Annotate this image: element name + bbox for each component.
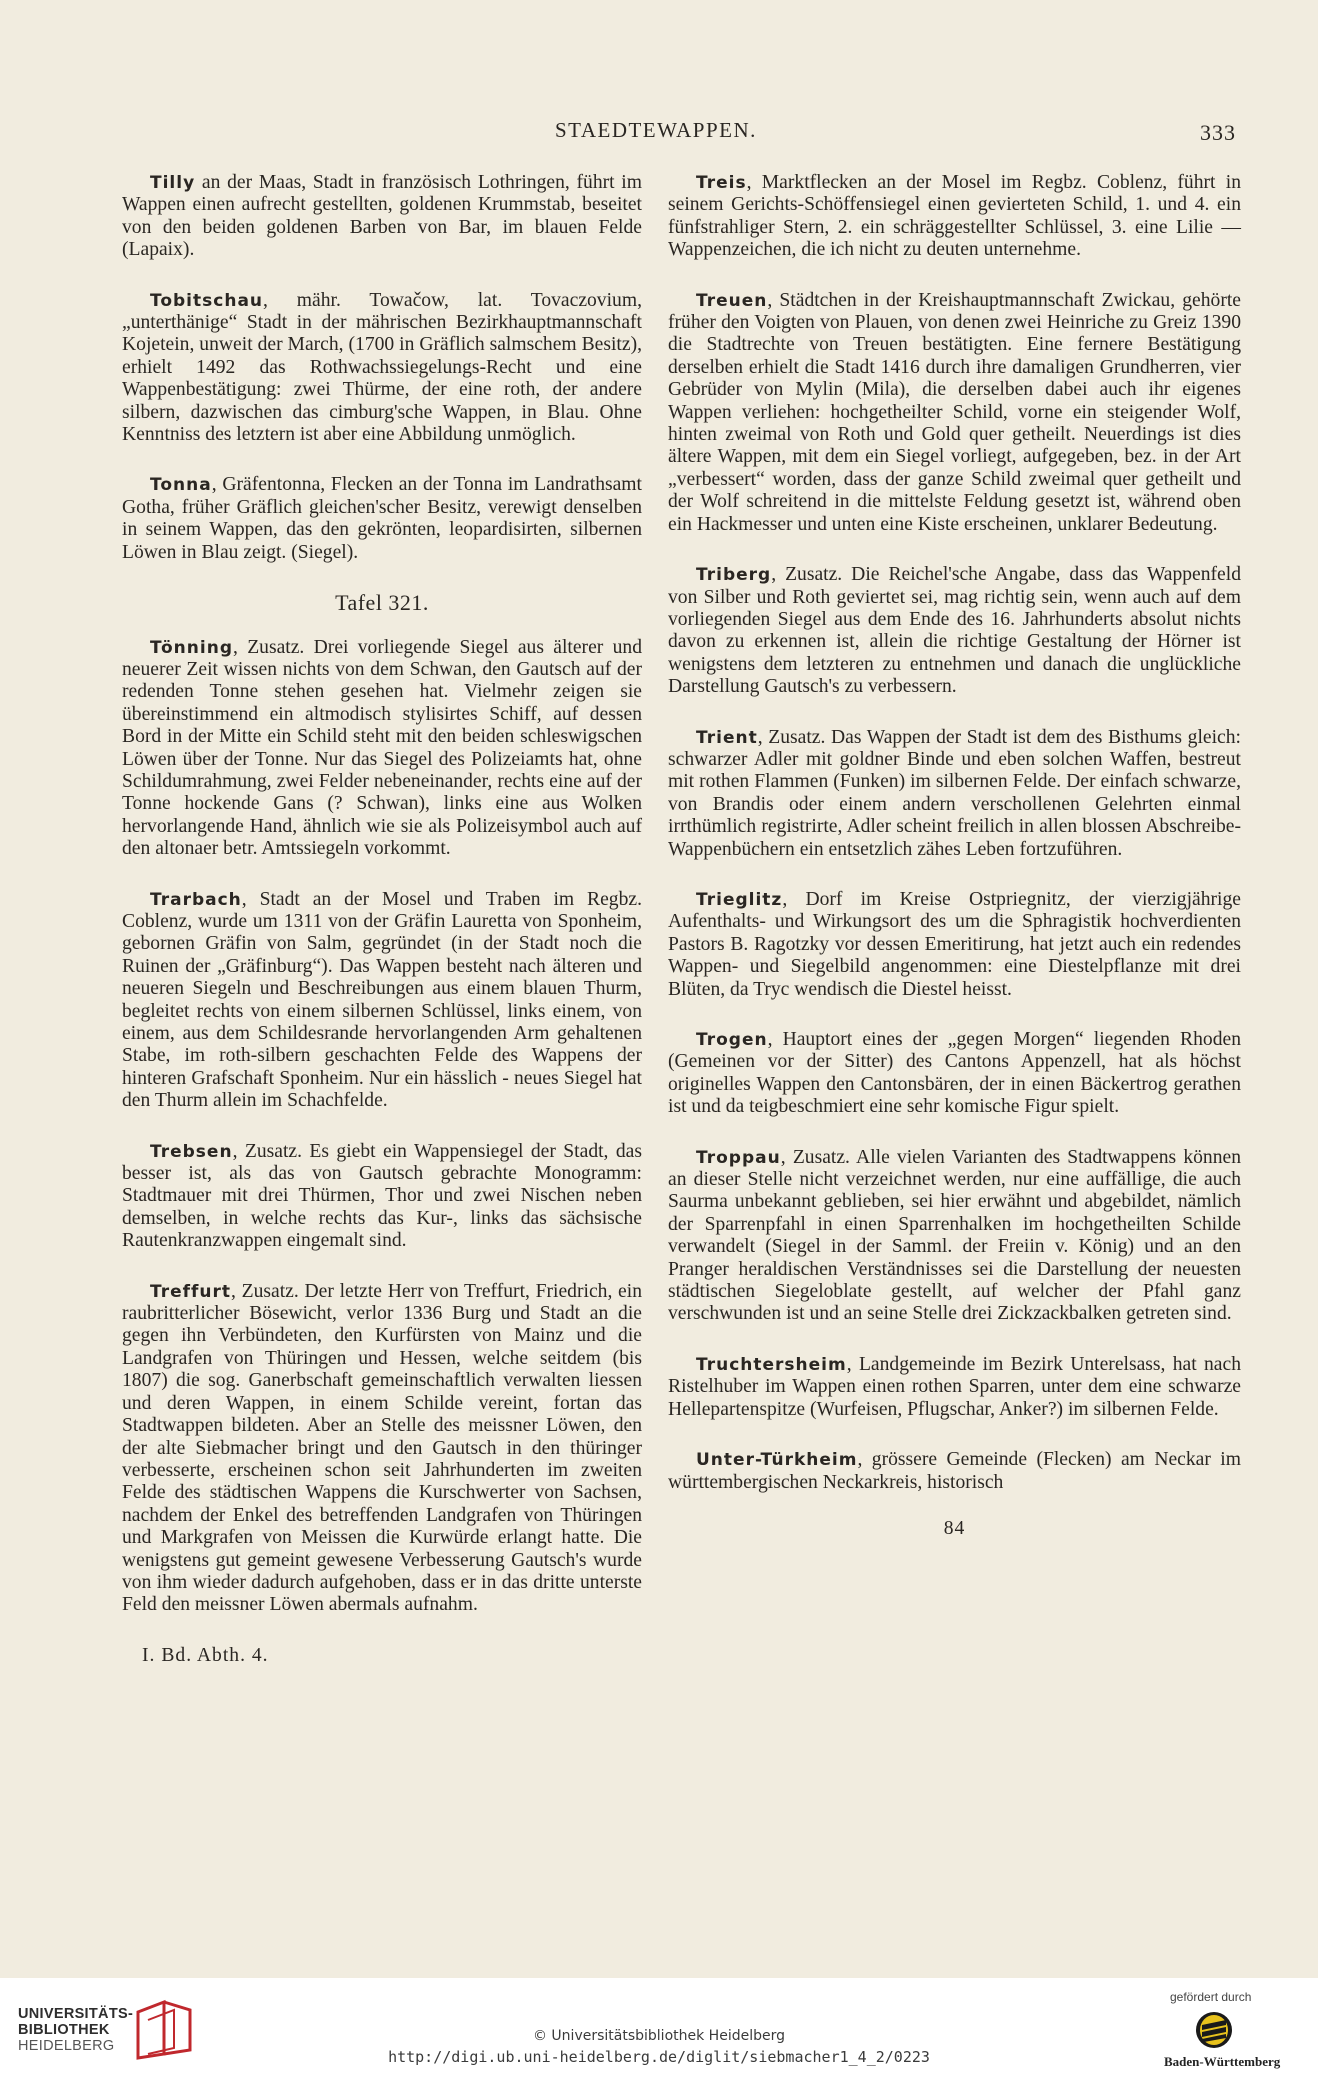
entry-headword: Treffurt — [150, 1281, 232, 1302]
entry-text: , Zusatz. Drei vorliegende Siegel aus älterer und neuerer Zeit wissen nichts von dem Schwan, den Gautsch auf der redenden Tonne stehen gesehen hat. Vielmehr zeigen sie übereinstimmend ein altmodisch stylisirtes Schiff, auf dessen Bord in der Mitte ein Schild steht mit den beiden schleswigschen Löwen über der Tonne. Nur das Siegel des Polizeiamts hat, ohne Schildumrahmung, zwei Felder nebeneinander, rechts eine auf der Tonne hockende Gans (? Schwan), links eine aus Wolken hervorlangende Hand, ähnlich wie sie als Polizeisymbol auch auf den altonaer betr. Amtssiegeln vorkommt. — [122, 636, 642, 860]
article-entry — [668, 1147, 1241, 1326]
article-entry — [668, 889, 1241, 1001]
running-title: STAEDTEWAPPEN. — [555, 118, 757, 142]
article-entry — [668, 290, 1241, 536]
entry-headword: Tönning — [150, 637, 233, 658]
article-entry — [122, 474, 642, 564]
entry-text: , Zusatz. Das Wappen der Stadt ist dem des Bisthums gleich: schwarzer Adler mit goldner Binde und eben solchen Waffen, bestreut mit rothen Flammen (Funken) im silbernen Felde. Der einfach schwarze, von Brandis oder einem andern verschollenen Gelehrten einmal irrthümlich registrirte, Adler scheint freilich in allen blossen Abschreibe-Wappenbüchern ein entsetzlich zähes Leben fortzuführen. — [668, 726, 1241, 860]
page-number: 333 — [1200, 120, 1236, 145]
article-entry — [668, 564, 1241, 698]
signature-mark: I. Bd. Abth. 4. — [142, 1644, 269, 1666]
funded-by-label: gefördert durch — [1170, 1990, 1252, 2004]
sheet-number: 84 — [943, 1517, 966, 1539]
entry-text: , mähr. Towačow, lat. Tovaczovium, „unterthänige“ Stadt in der mährischen Bezirkhauptmannschaft Kojetein, unweit der March, (1700 in Gräflich salmschem Besitz), erhielt 1492 das Rothwachssiegelungs-Recht und eine Wappenbestätigung: zwei Thürme, der eine roth, der andere silbern, dazwischen das cimburg'sche Wappen, in Blau. Ohne Kenntniss des letztern ist aber eine Abbildung unmöglich. — [122, 289, 642, 446]
entry-headword: Trieglitz — [696, 889, 783, 910]
library-name-line1: UNIVERSITÄTS- — [18, 2006, 134, 2022]
entry-headword: Trogen — [696, 1030, 768, 1050]
article-entry — [668, 1354, 1241, 1421]
library-name-line3: HEIDELBERG — [18, 2038, 115, 2054]
article-entry — [122, 637, 642, 861]
entry-text: , Gräfentonna, Flecken an der Tonna im Landrathsamt Gotha, früher Gräflich gleichen'scher Besitz, verewigt denselben in seinem Wappen, das den gekrönten, leopardisirten, silbernen Löwen in Blau zeigt. (Siegel). — [122, 474, 642, 563]
entry-text: , Stadt an der Mosel und Traben im Regbz. Coblenz, wurde um 1311 von der Gräfin Lauretta von Sponheim, gebornen Gräfin von Salm, gegründet (in der Stadt noch die Ruinen der „Gräfinburg“). Das Wappen besteht nach älteren und neueren Siegeln und Beschreibungen aus einem blauen Thurm, begleitet rechts von einem silbernen Schlüssel, links einem, von einem, aus dem Schildesrande hervorlangenden Arm gehaltenen Stabe, im roth-silbern geschachten Felde des Wappens der hinteren Grafschaft Sponheim. Nur ein hässlich - neues Siegel hat den Thurm allein im Schachfelde. — [122, 888, 642, 1112]
entry-headword: Truchtersheim — [696, 1354, 847, 1375]
entry-text: , Landgemeinde im Bezirk Unterelsass, hat nach Ristelhuber im Wappen einen rothen Sparren, unter dem eine schwarze Hellepartenspitze (Wurfeisen, Pflugschar, Anker?) im silbernen Felde. — [668, 1353, 1241, 1420]
entry-text: , Städtchen in der Kreishauptmannschaft Zwickau, gehörte früher den Voigten von Plauen, von denen zwei Heinriche zu Greiz 1390 die Stadtrechte von Treuen bestätigten. Eine fernere Bestätigung derselben erhielt die Stadt 1416 durch ihre damaligen Grundherren, vier Gebrüder von Mylin (Mila), die derselben dabei auch ihr eigenes Wappen verliehen: hochgetheilter Schild, vorne ein steigender Wolf, hinten zweimal von Roth und Gold quer getheilt. Neuerdings ist dies ältere Wappen, mit dem ein Siegel vorliegt, aufgegeben, bez. in der Art „verbessert“ worden, dass der ganze Schild zweimal quer getheilt und der Wolf schreitend in die mittelste Feldung gesetzt ist, während oben ein Hackmesser und unten eine Kiste erscheinen, unklarer Bedeutung. — [668, 289, 1241, 535]
running-head — [0, 118, 1318, 148]
crest-icon — [1194, 2010, 1234, 2050]
left-column — [122, 172, 642, 1667]
right-column — [668, 172, 1241, 1540]
entry-headword: Trarbach — [150, 889, 242, 910]
article-entry — [668, 1029, 1241, 1119]
article-entry — [668, 1449, 1241, 1494]
funder-logo[interactable] — [1160, 1990, 1300, 2072]
entry-headword: Trebsen — [150, 1141, 233, 1162]
article-entry — [122, 1281, 642, 1617]
library-name-line2: BIBLIOTHEK — [18, 2022, 110, 2038]
entry-text: , Zusatz. Alle vielen Varianten des Stadtwappens können an dieser Stelle nicht verzeichnet werden, nur eine auffällige, die auch Saurma unbekannt geblieben, sei hier erwähnt und abgebildet, nämlich der Sparrenpfahl in einen Sparrenhalken im hochgetheilten Schilde verwandelt (Siegel in der Samml. der Freiin v. König) und an den Pranger heraldischen Verständnisses sei die Darstellung der neuesten städtischen Siegeloblate gestellt, auf welcher der Pfahl ganz verschwunden ist und an seine Stelle drei Zickzackbalken getreten sind. — [668, 1146, 1241, 1325]
funder-name: Baden-Württemberg — [1164, 2054, 1281, 2069]
entry-text: , Zusatz. Die Reichel'sche Angabe, dass das Wappenfeld von Silber und Roth geviertet sei, mag richtig sein, wenn auch auf dem vorliegenden Siegel aus dem Ende des 16. Jahrhunderts absolut nichts davon zu erkennen ist, allein die richtige Gestaltung der Hörner ist wenigstens dem letzteren zu entnehmen und danach die unglückliche Darstellung Gautsch's zu verbessern. — [668, 564, 1241, 698]
section-heading: Tafel 321. — [335, 590, 429, 616]
entry-headword: Trient — [696, 727, 758, 748]
entry-text: an der Maas, Stadt in französisch Lothringen, führt im Wappen einen aufrecht gestellten, goldenen Krummstab, beseitet von den beiden goldenen Barben von Bar, im blauen Felde (Lapaix). — [122, 172, 642, 261]
entry-headword: Tonna — [150, 475, 212, 496]
entry-text: , Zusatz. Der letzte Herr von Treffurt, Friedrich, ein raubritterlicher Bösewicht, verlor 1336 Burg und Stadt an die gegen ihn Verbündeten, den Kurfürsten von Mainz und die Landgrafen von Thüringen und Hessen, welche seitdem (bis 1807) die sog. Ganerbschaft gemeinschaftlich verwalten liessen und deren Wappen, in einem Schilde vereint, fortan das Stadtwappen bildeten. Aber an Stelle des meissner Löwen, den der alte Siebmacher bringt und den Gautsch in den thüringer verbesserte, erscheinen schon seit Jahrhunderten im zweiten Felde des städtischen Wappens die Kurschwerter von Sachsen, nachdem der Enkel des betreffenden Landgrafen von Thüringen und Markgrafen von Meissen die Kurwürde erlangt hatte. Die wenigstens gut gemeint gewesene Verbesserung Gautsch's wurde von ihm wieder dadurch aufgehoben, dass er in das dritte unterste Feld den meissner Löwen abermals aufnahm. — [122, 1280, 642, 1616]
entry-headword: Triberg — [696, 565, 772, 586]
article-entry — [122, 290, 642, 447]
article-entry — [668, 727, 1241, 861]
entry-text: , Hauptort eines der „gegen Morgen“ liegenden Rhoden (Gemeinen vor der Sitter) des Cantons Appenzell, hat als höchst originelles Wappen den Cantonsbären, der in einen Bäckertrog gerathen ist und da teigbeschmiert eine sehr komische Figur spielt. — [668, 1029, 1241, 1118]
left-entries-before — [122, 172, 642, 564]
entry-text: , Dorf im Kreise Ostpriegnitz, der vierzigjährige Aufenthalts- und Wirkungsort des um die Sphragistik hochverdienten Pastors B. Ragotzky vor dessen Emeritirung, hat jetzt auch ein redendes Wappen- und Siegelbild angenommen: eine Diestelpflanze mit drei Blüten, da Tryc wendisch die Diestel heisst. — [668, 888, 1241, 1000]
entry-text: , Marktflecken an der Mosel im Regbz. Coblenz, führt in seinem Gerichts-Schöffensiegel einen gevierteten Schild, 1. und 4. ein fünfstrahliger Stern, 2. ein schräggestellter Schlüssel, 3. eine Lilie — Wappenzeichen, die ich nicht zu deuten unternehme. — [668, 172, 1241, 261]
entry-headword: Treuen — [696, 290, 768, 311]
article-entry — [122, 1141, 642, 1253]
right-entries — [668, 172, 1241, 1494]
permalink[interactable]: http://digi.ub.uni-heidelberg.de/diglit/siebmacher1_4_2/0223 — [388, 2048, 930, 2066]
article-entry — [668, 172, 1241, 262]
entry-headword: Treis — [696, 173, 747, 193]
footer-bar — [0, 1978, 1318, 2077]
entry-headword: Unter-Türkheim — [696, 1450, 858, 1471]
left-entries-after — [122, 637, 642, 1617]
entry-headword: Tilly — [150, 173, 196, 193]
copyright-notice: © Universitätsbibliothek Heidelberg — [532, 2028, 785, 2044]
entry-headword: Troppau — [696, 1147, 781, 1168]
entry-headword: Tobitschau — [150, 290, 264, 311]
entry-text: , Zusatz. Es giebt ein Wappensiegel der Stadt, das besser ist, als das von Gautsch gebrachte Monogramm: Stadtmauer mit drei Thürmen, Thor und zwei Nischen neben demselben, in welche rechts das Kur-, links das sächsische Rautenkranzwappen eingemalt sind. — [122, 1140, 642, 1252]
article-entry — [122, 172, 642, 262]
article-entry — [122, 889, 642, 1113]
entry-text: , grössere Gemeinde (Flecken) am Neckar im württembergischen Neckarkreis, historisch — [668, 1449, 1241, 1493]
